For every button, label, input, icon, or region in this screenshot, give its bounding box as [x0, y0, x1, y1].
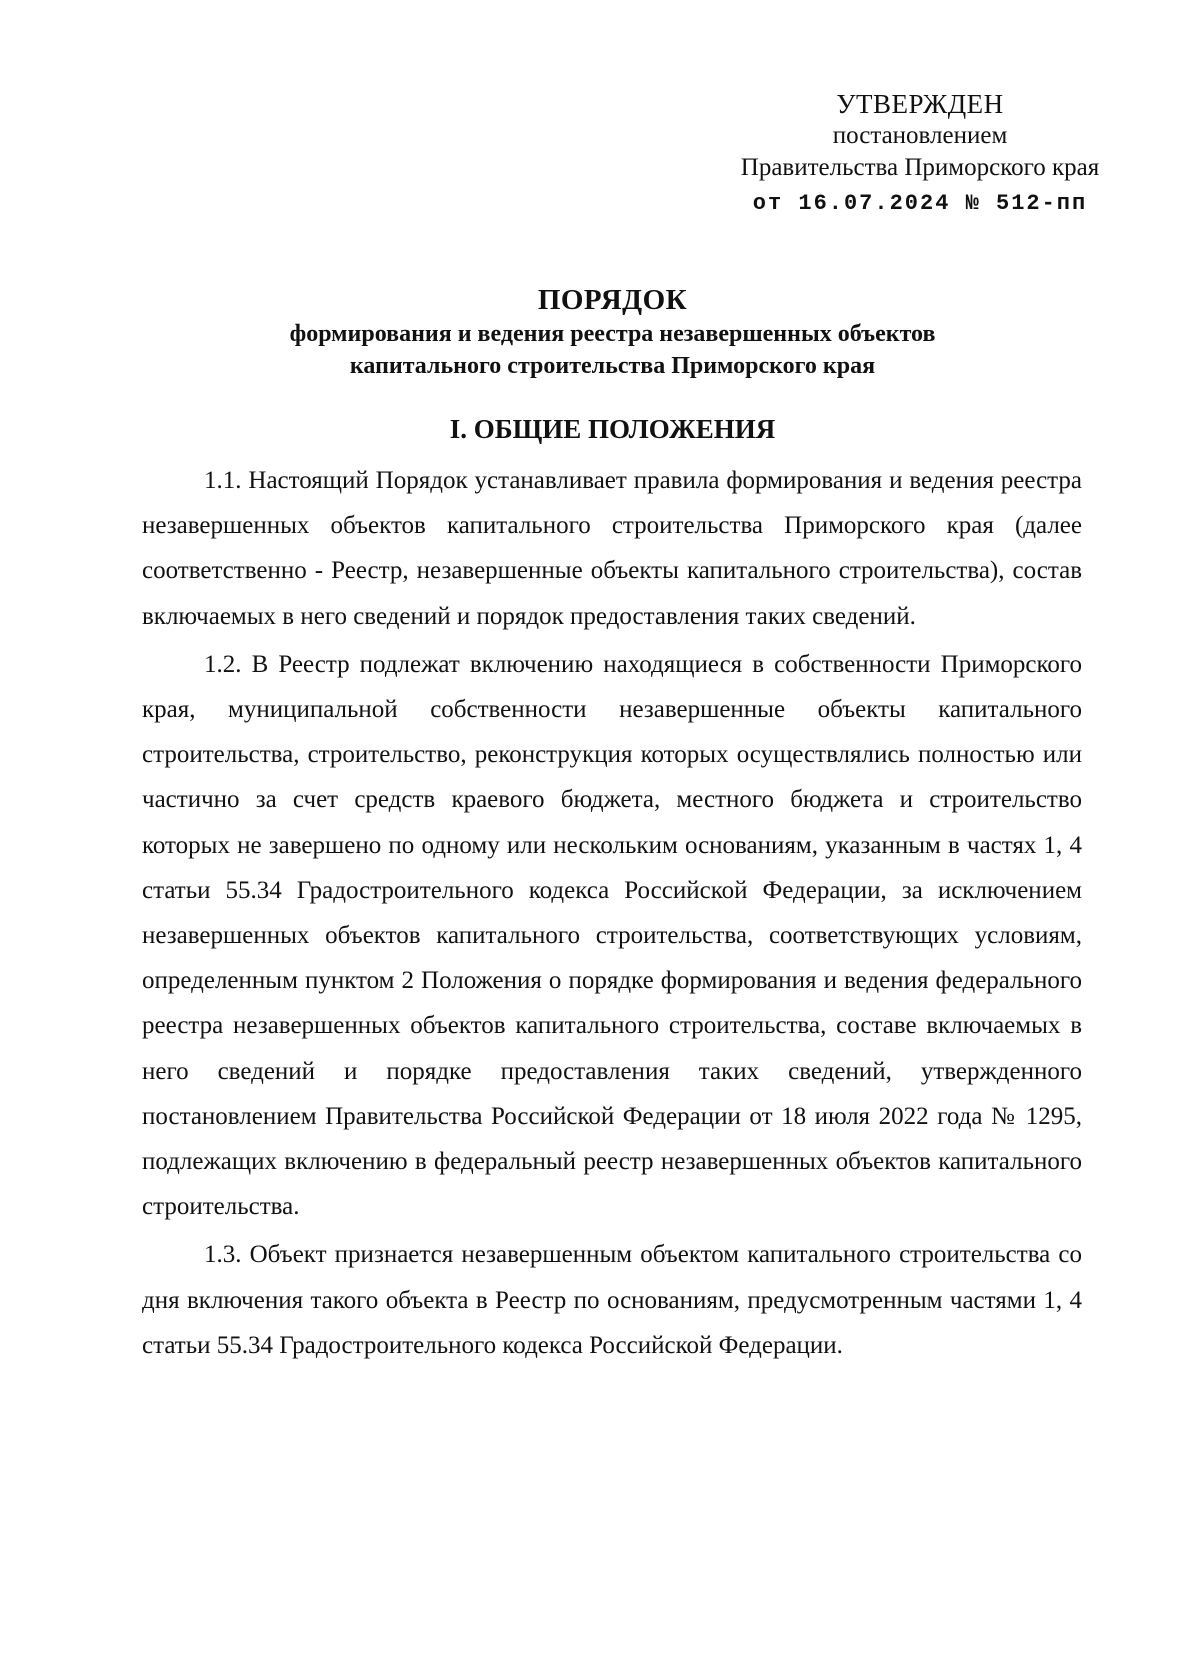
approval-date-number: от 16.07.2024 № 512-пп — [752, 191, 1088, 216]
paragraph-1-2: 1.2. В Реестр подлежат включению находящиеся в собственности Приморского края, муниципальной собственности незавершенные объекты капитального строительства, строительство, реконструкция которых осуществлялись полностью или частично за счет средств краевого бюджета, местного бюджета и строительство которых не завершено по одному или нескольким основаниям, указанным в частях 1, 4 статьи 55.34 Градостроительного кодекса Российской Федерации, за исключением незавершенных объектов капитального строительства, соответствующих условиям, определенным пунктом 2 Положения о порядке формирования и ведения федерального реестра незавершенных объектов капитального строительства, составе включаемых в него сведений и порядке предоставления таких сведений, утвержденного постановлением Правительства Российской Федерации от 18 июля 2022 года № 1295, подлежащих включению в федеральный реестр незавершенных объектов капитального строительства. — [142, 650, 1082, 1221]
section-heading: I. ОБЩИЕ ПОЛОЖЕНИЯ — [449, 414, 776, 444]
approval-line-government: Правительства Приморского края — [740, 154, 1100, 181]
paragraph-1-3: 1.3. Объект признается незавершенным объектом капитального строительства со дня включения такого объекта в Реестр по основаниям, предусмотренным частями 1, 4 статьи 55.34 Градостроительного кодекса Российской Федерации. — [142, 1241, 1082, 1359]
approval-stamp-block — [700, 88, 1140, 220]
approval-line-resolution: постановлением — [832, 122, 1008, 149]
document-title-main: ПОРЯДОК — [537, 284, 688, 316]
document-title-line-1: формирования и ведения реестра незавершенных объектов — [289, 321, 936, 347]
document-title-line-2: капитального строительства Приморского края — [349, 353, 876, 379]
approved-label: УТВЕРЖДЕН — [836, 89, 1004, 119]
document-title — [140, 282, 1085, 382]
paragraph-1-1: 1.1. Настоящий Порядок устанавливает правила формирования и ведения реестра незавершенных объектов капитального строительства Приморского края (далее соответственно - Реестр, незавершенные объекты капитального строительства), состав включаемых в него сведений и порядок предоставления таких сведений. — [142, 467, 1082, 630]
document-body — [142, 458, 1082, 1371]
